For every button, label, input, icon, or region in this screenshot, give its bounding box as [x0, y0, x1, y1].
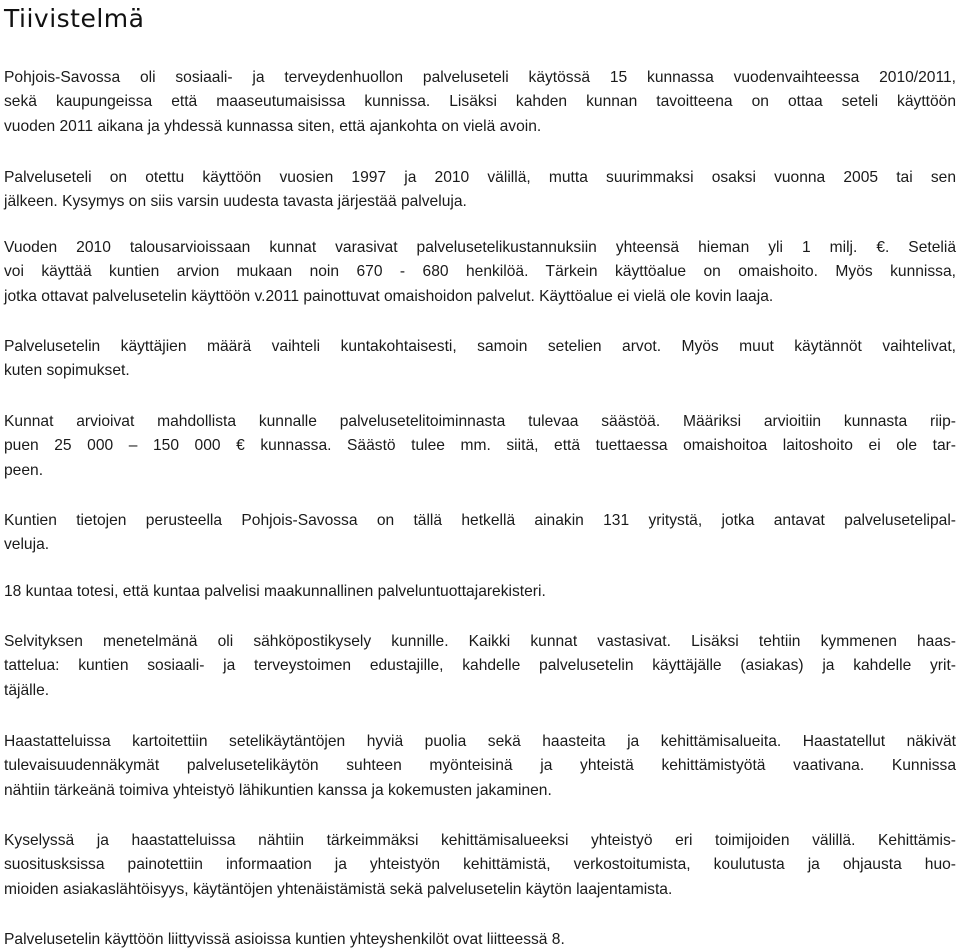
document-page: [4, 0, 956, 948]
paragraph-line: sekä kaupungeissa että maaseutumaisissa kunnissa. Lisäksi kahden kunnan tavoitteena on ottaa seteli käyttöön: [4, 93, 956, 111]
paragraph-8: [4, 630, 956, 703]
paragraph-line: Palvelusetelin käyttäjien määrä vaihteli kuntakohtaisesti, samoin setelien arvot. Myös muut käytännöt vaihtelivat,: [4, 338, 956, 355]
paragraph-line: Kunnat arvioivat mahdollista kunnalle palvelusetelitoiminnasta tulevaa säästöä. Määriksi arvioitiin kunnasta riip-: [4, 413, 956, 430]
paragraph-line: peen.: [4, 461, 44, 479]
paragraph-line: suositusksissa painotettiin informaation ja yhteistyön kehittämistä, verkostoitumista, koulutusta ja ohjausta huo-: [4, 856, 956, 874]
document-title: Tiivistelmä: [4, 4, 145, 33]
paragraph-7: [4, 580, 956, 604]
paragraph-11: [4, 928, 956, 952]
paragraph-5: [4, 410, 956, 483]
paragraph-line: veluja.: [4, 536, 50, 554]
paragraph-line: Selvityksen menetelmänä oli sähköpostikysely kunnille. Kaikki kunnat vastasivat. Lisäksi tehtiin kymmenen haas-: [4, 633, 956, 650]
paragraph-line: puen 25 000 – 150 000 € kunnassa. Säästö tulee mm. siitä, että tuettaessa omaishoitoa laitoshoito ei ole tar-: [4, 437, 956, 455]
paragraph-6: [4, 509, 956, 558]
paragraph-line: tattelua: kuntien sosiaali- ja terveystoimen edustajille, kahdelle palvelusetelin käyttäjälle (asiakas) ja kahdelle yrit-: [4, 657, 956, 675]
paragraph-line: Haastatteluissa kartoitettiin setelikäytäntöjen hyviä puolia sekä haasteita ja kehittämisalueita. Haastatellut näkivät: [4, 733, 956, 750]
paragraph-line: voi käyttää kuntien arvion mukaan noin 670 - 680 henkilöä. Tärkein käyttöalue on omaishoito. Myös kunnissa,: [4, 263, 956, 281]
paragraph-line: Palvelusetelin käyttöön liittyvissä asioissa kuntien yhteyshenkilöt ovat liitteessä 8.: [4, 931, 565, 948]
paragraph-line: vuoden 2011 aikana ja yhdessä kunnassa siten, että ajankohta on vielä avoin.: [4, 117, 542, 135]
paragraph-line: Palveluseteli on otettu käyttöön vuosien 1997 ja 2010 välillä, mutta suurimmaksi osaksi vuonna 2005 tai sen: [4, 169, 956, 186]
paragraph-3: [4, 236, 956, 309]
paragraph-1: [4, 66, 956, 139]
paragraph-9: [4, 730, 956, 803]
paragraph-line: nähtiin tärkeänä toimiva yhteistyö lähikuntien kanssa ja kokemusten jakaminen.: [4, 781, 552, 799]
paragraph-line: Pohjois-Savossa oli sosiaali- ja terveydenhuollon palveluseteli käytössä 15 kunnassa vuodenvaihteessa 2010/2011,: [4, 69, 956, 86]
paragraph-line: Kuntien tietojen perusteella Pohjois-Savossa on tällä hetkellä ainakin 131 yritystä, jotka antavat palvelusetelipal-: [4, 512, 956, 529]
paragraph-line: 18 kuntaa totesi, että kuntaa palvelisi maakunnallinen palveluntuottajarekisteri.: [4, 583, 546, 600]
paragraph-line: jotka ottavat palvelusetelin käyttöön v.2011 painottuvat omaishoidon palvelut. Käyttöalue ei vielä ole kovin laaja.: [4, 287, 774, 305]
paragraph-line: täjälle.: [4, 681, 50, 699]
paragraph-10: [4, 829, 956, 902]
paragraph-4: [4, 335, 956, 384]
paragraph-line: tulevaisuudennäkymät palvelusetelikäytön suhteen myönteisinä ja yhteistä kehittämistyötä vaativana. Kunnissa: [4, 757, 956, 775]
paragraph-line: mioiden asiakaslähtöisyys, käytäntöjen yhtenäistämistä sekä palvelusetelin käytön laajentamista.: [4, 880, 673, 898]
paragraph-line: Kyselyssä ja haastatteluissa nähtiin tärkeimmäksi kehittämisalueeksi yhteistyö eri toimijoiden välillä. Kehittämis-: [4, 832, 956, 849]
paragraph-line: jälkeen. Kysymys on siis varsin uudesta tavasta järjestää palveluja.: [4, 193, 467, 211]
paragraph-line: Vuoden 2010 talousarvioissaan kunnat varasivat palvelusetelikustannuksiin yhteensä hieman yli 1 milj. €. Seteliä: [4, 239, 956, 256]
paragraph-2: [4, 166, 956, 215]
paragraph-line: kuten sopimukset.: [4, 362, 130, 380]
